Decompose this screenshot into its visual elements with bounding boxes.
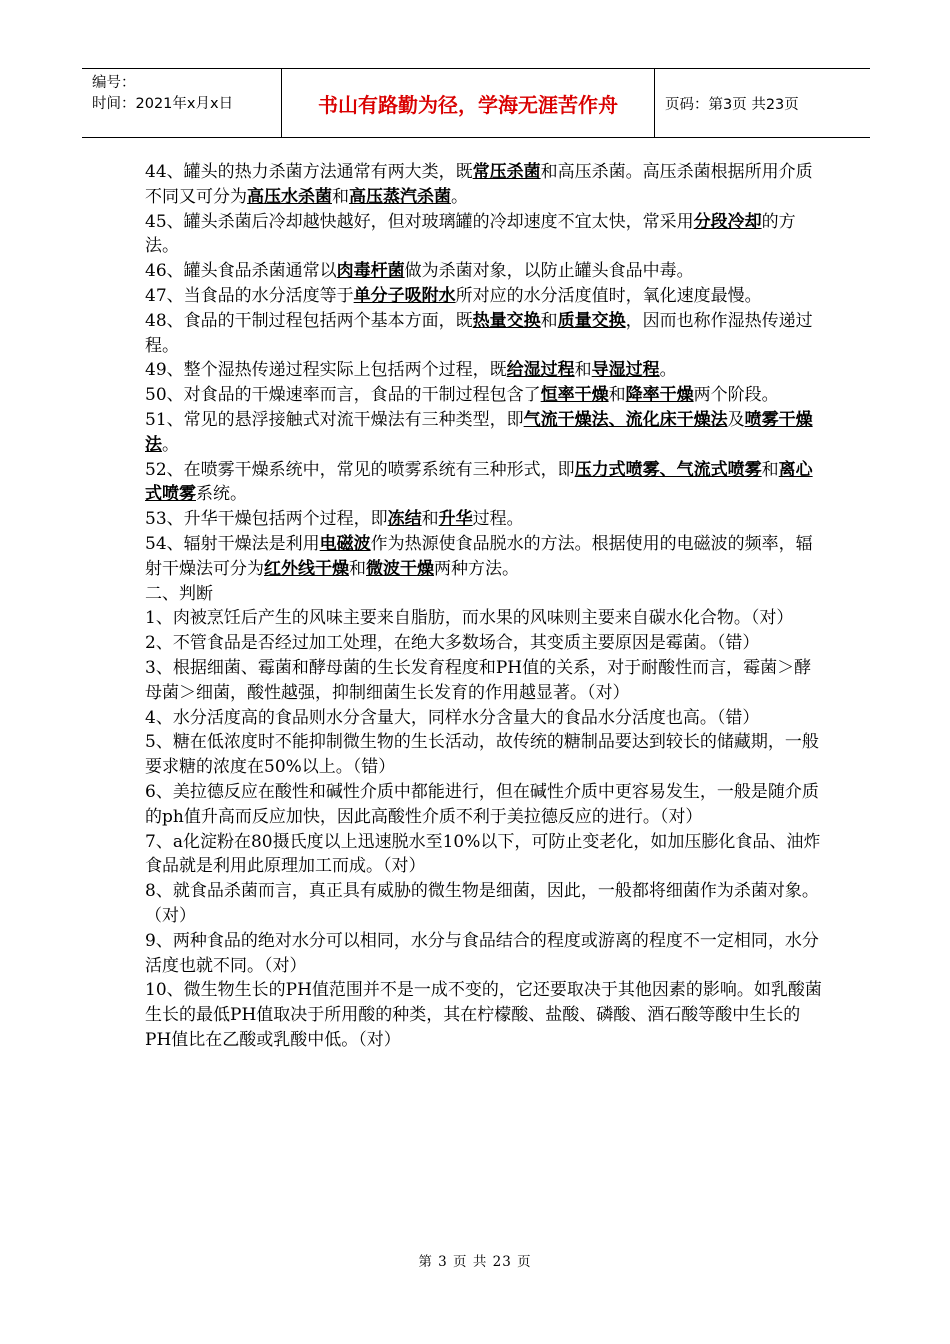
- question-text: 及: [727, 409, 745, 430]
- fill-item: [145, 383, 825, 408]
- question-text: 47、当食品的水分活度等于: [145, 285, 354, 306]
- answer-text: 热量交换: [472, 310, 541, 331]
- answer-text: 单分子吸附水: [353, 285, 456, 306]
- question-text: 过程。: [472, 509, 524, 530]
- answer-text: 常压杀菌: [472, 162, 541, 182]
- question-text: 53、升华干燥包括两个过程，即: [145, 509, 388, 530]
- question-text: 54、辐射干燥法是利用: [145, 533, 320, 554]
- question-text: 系统。: [196, 484, 247, 505]
- question-text: 和: [349, 558, 366, 579]
- document-body: [145, 160, 825, 1053]
- answer-text: 喷雾干燥法: [145, 409, 813, 455]
- question-text: 。: [451, 186, 468, 207]
- judgement-item: 9、两种食品的绝对水分可以相同，水分与食品结合的程度或游离的程度不一定相同，水分活度也就不同。（对）: [145, 930, 819, 976]
- question-text: 两种方法。: [434, 558, 519, 579]
- judgement-item: 5、糖在低浓度时不能抑制微生物的生长活动，故传统的糖制品要达到较长的储藏期，一般要求糖的浓度在50%以上。（错）: [145, 732, 819, 778]
- question-text: 和: [421, 509, 439, 530]
- answer-text: 导湿过程: [591, 360, 660, 381]
- question-text: 44、罐头的热力杀菌方法通常有两大类，既: [145, 162, 473, 182]
- fill-item: [145, 358, 825, 383]
- number-label: 编号：: [92, 75, 136, 91]
- answer-text: 气流干燥法、流化床干燥法: [523, 409, 728, 430]
- question-text: 和: [574, 360, 592, 381]
- question-text: 52、在喷雾干燥系统中，常见的喷雾系统有三种形式，即: [145, 459, 575, 480]
- question-text: 51、常见的悬浮接触式对流干燥法有三种类型，即: [145, 409, 524, 430]
- answer-text: 微波干燥: [366, 558, 434, 579]
- question-text: ，因而也称作湿热传递过程。: [145, 310, 813, 356]
- fill-item: [145, 532, 825, 582]
- judgement-item: 6、美拉德反应在酸性和碱性介质中都能进行，但在碱性介质中更容易发生，一般是随介质的ph值升高而反应加快，因此高酸性介质不利于美拉德反应的进行。（对）: [145, 781, 819, 827]
- question-text: 和: [761, 459, 779, 480]
- judgement-item: 10、微生物生长的PH值范围并不是一成不变的，它还要取决于其他因素的影响。如乳酸菌生长的最低PH值取决于所用酸的种类，其在柠檬酸、盐酸、磷酸、酒石酸等酸中生长的PH值比在乙酸或乳酸中低。（对）: [145, 980, 822, 1050]
- fill-item: [145, 259, 825, 284]
- question-text: 两个阶段。: [693, 385, 779, 406]
- answer-text: 高压水杀菌: [247, 186, 332, 207]
- question-text: 48、食品的干制过程包括两个基本方面，既: [145, 310, 473, 331]
- question-text: 和: [608, 385, 626, 406]
- question-text: 50、对食品的干燥速率而言，食品的干制过程包含了: [145, 385, 541, 406]
- judgement-item: 2、不管食品是否经过加工处理，在绝大多数场合，其变质主要原因是霉菌。（错）: [145, 633, 760, 654]
- answer-text: 降率干燥: [625, 385, 694, 406]
- answer-text: 质量交换: [557, 310, 626, 331]
- question-text: 的方法。: [145, 211, 796, 257]
- judgement-item: 1、肉被烹饪后产生的风味主要来自脂肪，而水果的风味则主要来自碳水化合物。（对）: [145, 608, 794, 629]
- question-text: 作为热源使食品脱水的方法。根据使用的电磁波的频率，辐射干燥法可分为: [145, 533, 813, 579]
- answer-text: 压力式喷雾、气流式喷雾: [574, 459, 762, 480]
- fill-in-section: [145, 160, 825, 582]
- question-text: 做为杀菌对象，以防止罐头食品中毒。: [404, 261, 694, 282]
- question-text: 。: [162, 434, 179, 455]
- fill-item: [145, 507, 825, 532]
- question-text: 和: [540, 310, 558, 331]
- fill-item: [145, 458, 825, 508]
- answer-text: 高压蒸汽杀菌: [349, 186, 451, 207]
- judgement-item: 4、水分活度高的食品则水分含量大，同样水分含量大的食品水分活度也高。（错）: [145, 707, 760, 728]
- judgement-section: [145, 606, 825, 1052]
- header-motto: 书山有路勤为径，学海无涯苦作舟: [282, 69, 655, 137]
- header-page-number: 页码：第3页 共23页: [665, 96, 799, 113]
- answer-text: 冻结: [387, 509, 422, 530]
- answer-text: 升华: [438, 509, 473, 530]
- fill-item: [145, 160, 825, 210]
- date-label: 时间：2021年x月x日: [92, 96, 234, 112]
- page-footer: 第 3 页 共 23 页: [418, 1254, 532, 1270]
- question-text: 46、罐头食品杀菌通常以: [145, 261, 337, 282]
- judgement-item: 7、a化淀粉在80摄氏度以上迅速脱水至10%以下，可防止变老化，如加压膨化食品、油炸食品就是利用此原理加工而成。（对）: [145, 831, 821, 877]
- fill-item: [145, 408, 825, 458]
- question-text: 和: [332, 186, 349, 207]
- answer-text: 肉毒杆菌: [336, 261, 405, 282]
- header-meta: [82, 69, 282, 137]
- judgement-item: 3、根据细菌、霉菌和酵母菌的生长发育程度和PH值的关系，对于耐酸性而言，霉菌＞酵母菌＞细菌，酸性越强，抑制细菌生长发育的作用越显著。（对）: [145, 657, 812, 703]
- question-text: 所对应的水分活度值时，氧化速度最慢。: [455, 285, 762, 306]
- fill-item: [145, 210, 825, 260]
- section-title: 二、判断: [145, 583, 213, 604]
- page-header: [82, 68, 870, 138]
- fill-item: [145, 284, 825, 309]
- question-text: 。: [659, 360, 677, 381]
- question-text: 49、整个湿热传递过程实际上包括两个过程，既: [145, 360, 507, 381]
- answer-text: 分段冷却: [693, 211, 762, 232]
- answer-text: 给湿过程: [506, 360, 575, 381]
- answer-text: 红外线干燥: [264, 558, 349, 579]
- answer-text: 电磁波: [319, 533, 371, 554]
- judgement-item: 8、就食品杀菌而言，真正具有威胁的微生物是细菌，因此，一般都将细菌作为杀菌对象。（对）: [145, 881, 819, 926]
- answer-text: 恒率干燥: [540, 385, 609, 406]
- question-text: 和高压杀菌。高压杀菌根据所用介质不同又可分为: [145, 162, 813, 207]
- fill-item: [145, 309, 825, 359]
- question-text: 45、罐头杀菌后冷却越快越好，但对玻璃罐的冷却速度不宜太快，常采用: [145, 211, 694, 232]
- answer-text: 离心式喷雾: [145, 459, 813, 505]
